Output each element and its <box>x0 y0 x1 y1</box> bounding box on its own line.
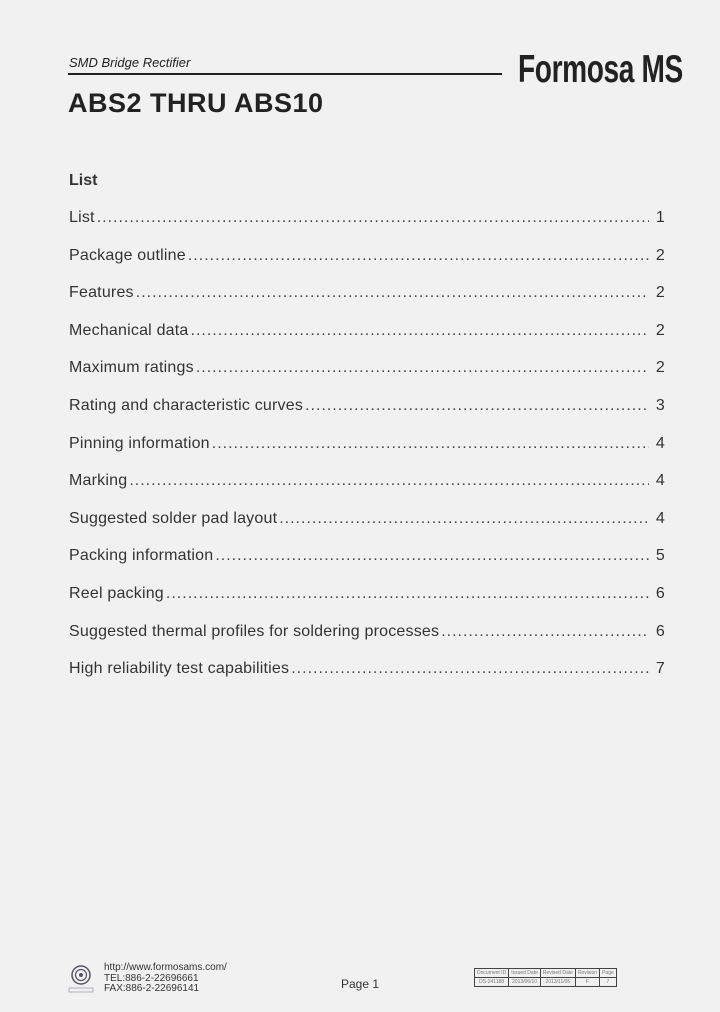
toc-leader-dots <box>188 247 649 265</box>
toc-entry-rating-curves[interactable] <box>69 397 665 435</box>
toc-entry-marking[interactable] <box>69 472 665 510</box>
toc-leader-dots <box>196 359 649 377</box>
table-row <box>475 978 617 987</box>
toc-label: Mechanical data <box>69 321 189 339</box>
toc-label: List <box>69 209 95 226</box>
table-cell: 2013/11/05 <box>540 978 575 987</box>
toc-label: Rating and characteristic curves <box>69 396 304 414</box>
document-title: ABS2 THRU ABS10 <box>68 88 324 118</box>
toc-label: Marking <box>69 472 128 490</box>
toc-leader-dots <box>441 623 649 641</box>
footer-url[interactable]: http://www.formosams.com/ <box>104 962 227 973</box>
toc-entry-package-outline[interactable] <box>69 247 665 285</box>
toc-entry-packing-information[interactable] <box>69 547 665 585</box>
toc-leader-dots <box>136 284 649 302</box>
toc-label: Packing information <box>69 547 214 565</box>
toc-label: Reel packing <box>69 584 164 602</box>
table-header-cell: Revised Date <box>540 969 575 978</box>
brand-logo: Formosa MS <box>518 48 683 91</box>
footer-contact <box>104 963 227 995</box>
page-number: Page 1 <box>341 977 380 991</box>
toc-label: Package outline <box>69 246 186 264</box>
toc-leader-dots <box>291 660 649 678</box>
footer-fax: FAX:886-2-22696141 <box>104 983 200 994</box>
table-cell: 2013/06/10 <box>509 978 541 987</box>
toc-page-number: 7 <box>655 660 665 678</box>
header-rule <box>68 73 502 75</box>
document-info-table <box>474 968 617 987</box>
toc-leader-dots <box>279 510 649 528</box>
toc-leader-dots <box>129 472 649 490</box>
toc-entry-list[interactable] <box>69 209 665 247</box>
toc-label: Features <box>69 284 134 302</box>
toc-page-number: 4 <box>655 472 665 490</box>
document-subtitle: SMD Bridge Rectifier <box>69 55 191 70</box>
toc-page-number: 3 <box>655 396 665 414</box>
toc-page-number: 4 <box>655 509 665 527</box>
company-logo-icon <box>68 964 94 994</box>
toc-label: High reliability test capabilities <box>69 660 290 678</box>
table-header-cell: Page <box>600 969 617 978</box>
toc-entry-pinning-information[interactable] <box>69 435 665 473</box>
toc-page-number: 6 <box>655 622 665 640</box>
toc-page-number: 2 <box>655 284 665 302</box>
table-header-cell: Revision <box>575 969 599 978</box>
toc-entry-mechanical-data[interactable] <box>69 322 665 360</box>
toc-label: Maximum ratings <box>69 359 194 377</box>
toc-label: Suggested thermal profiles for soldering processes <box>69 622 440 640</box>
toc-leader-dots <box>166 585 649 603</box>
table-header-cell: Document ID <box>475 969 509 978</box>
toc-entry-maximum-ratings[interactable] <box>69 359 665 397</box>
toc-page-number: 2 <box>655 321 665 339</box>
toc-leader-dots <box>305 397 649 415</box>
toc-leader-dots <box>97 209 649 227</box>
table-of-contents <box>69 209 665 698</box>
toc-page-number: 2 <box>655 246 665 264</box>
toc-page-number: 2 <box>655 359 665 377</box>
toc-entry-features[interactable] <box>69 284 665 322</box>
toc-entry-thermal-profiles[interactable] <box>69 623 665 661</box>
toc-leader-dots <box>191 322 649 340</box>
list-heading: List <box>69 172 98 189</box>
table-cell: 7 <box>600 978 617 987</box>
toc-entry-reliability-tests[interactable] <box>69 660 665 698</box>
toc-page-number: 6 <box>655 584 665 602</box>
toc-leader-dots <box>212 435 649 453</box>
table-header-row <box>475 969 617 978</box>
footer-tel: TEL:886-2-22696661 <box>104 972 199 984</box>
toc-page-number: 1 <box>655 209 665 226</box>
toc-label: Pinning information <box>69 434 210 452</box>
table-cell: DS-241188 <box>475 978 509 987</box>
table-cell: F <box>575 978 599 987</box>
toc-label: Suggested solder pad layout <box>69 509 278 527</box>
toc-page-number: 5 <box>655 547 665 565</box>
toc-page-number: 4 <box>655 434 665 452</box>
toc-entry-solder-pad-layout[interactable] <box>69 510 665 548</box>
toc-entry-reel-packing[interactable] <box>69 585 665 623</box>
table-header-cell: Issued Date <box>509 969 541 978</box>
toc-leader-dots <box>215 547 649 565</box>
